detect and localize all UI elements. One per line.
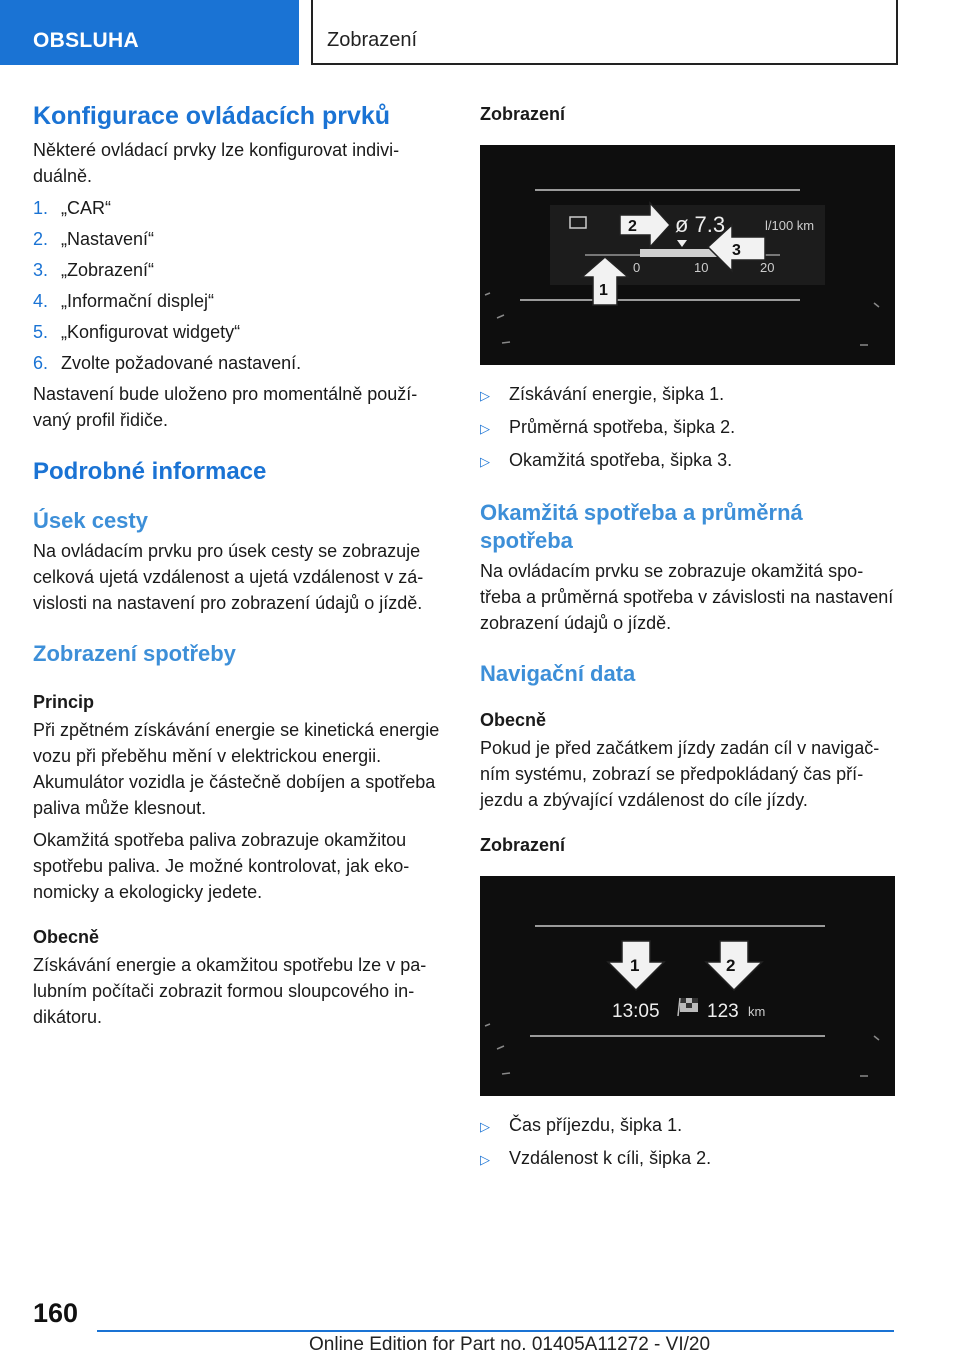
nav-general-label: Obecně bbox=[480, 709, 547, 730]
footer-divider bbox=[97, 1330, 894, 1332]
list-item: 6. Zvolte požadované nastavení. bbox=[33, 352, 302, 373]
navigation-display-graphic bbox=[480, 876, 895, 1096]
trip-text: Na ovládacím prvku pro úsek cesty se zobrazuje celková ujetá vzdálenost a ujetá vzdálenost v závislosti na nastavení pro zobrazení údajů o jízdě. bbox=[33, 541, 424, 613]
navigation-legend bbox=[480, 1112, 896, 1173]
config-intro: Některé ovládací prvky lze konfigurovat individuálně. bbox=[33, 139, 400, 186]
display-label-1: Zobrazení bbox=[480, 104, 566, 124]
average-value: ø 7.3 bbox=[675, 212, 726, 237]
triangle-bullet-icon: ▷ bbox=[480, 421, 490, 436]
list-item: 3. „Zobrazení“ bbox=[33, 259, 155, 280]
section-tab bbox=[0, 0, 299, 65]
svg-text:2: 2 bbox=[628, 218, 637, 235]
list-item: 2. „Nastavení“ bbox=[33, 228, 155, 249]
triangle-bullet-icon: ▷ bbox=[480, 454, 490, 469]
navigation-display-image bbox=[480, 876, 895, 1096]
list-item: ▷ Získávání energie, šipka 1. bbox=[480, 381, 896, 409]
list-item: ▷ Okamžitá spotřeba, šipka 3. bbox=[480, 447, 896, 475]
left-column bbox=[33, 100, 443, 1030]
page-number: 160 bbox=[33, 1298, 79, 1328]
instant-text: Na ovládacím prvku se zobrazuje okamžitá spotřeba a průměrná spotřeba v závislosti na nastavení zobrazení údajů o jízdě. bbox=[480, 561, 894, 633]
distance-value: 123 bbox=[707, 1000, 739, 1022]
details-heading: Podrobné informace bbox=[33, 457, 267, 485]
nav-heading: Navigační data bbox=[480, 661, 636, 686]
config-heading: Konfigurace ovládacích prvků bbox=[33, 102, 391, 130]
consumption-display-graphic bbox=[480, 145, 895, 365]
consumption-heading: Zobrazení spotřeby bbox=[33, 641, 236, 666]
list-item: ▷ Čas příjezdu, šipka 1. bbox=[480, 1112, 896, 1140]
list-item: 4. „Informační displej“ bbox=[33, 290, 215, 311]
list-item: 1. „CAR“ bbox=[33, 197, 111, 218]
list-item: ▷ Průměrná spotřeba, šipka 2. bbox=[480, 414, 896, 442]
scale-tick: 20 bbox=[760, 260, 775, 275]
distance-unit: km bbox=[748, 1003, 766, 1019]
section-tab-label: OBSLUHA bbox=[33, 29, 139, 52]
scale-tick: 10 bbox=[694, 260, 709, 275]
config-note: Nastavení bude uloženo pro momentálně používaný profil řidiče. bbox=[33, 383, 418, 430]
nav-text: Pokud je před začátkem jízdy zadán cíl v navigačním systému, zobrazí se předpokládaný čas příjezdu a zbývající vzdálenost do cíle jízdy. bbox=[480, 737, 880, 810]
arrow-down-icon bbox=[706, 941, 762, 990]
consumption-display-image bbox=[480, 145, 895, 365]
display-label-2: Zobrazení bbox=[480, 834, 566, 855]
triangle-bullet-icon: ▷ bbox=[480, 1118, 490, 1134]
consumption-unit: l/100 km bbox=[765, 218, 815, 233]
principle-label: Princip bbox=[33, 691, 95, 712]
edition-text: Online Edition for Part no. 01405A11272 - VI/20 bbox=[309, 1334, 711, 1355]
config-steps bbox=[33, 195, 443, 376]
consumption-legend bbox=[480, 381, 896, 475]
right-column bbox=[480, 104, 896, 1178]
instant-heading: Okamžitá spotřeba a průměrná spotřeba bbox=[480, 500, 803, 553]
list-item: ▷ Vzdálenost k cíli, šipka 2. bbox=[480, 1145, 896, 1173]
scale-tick: 0 bbox=[633, 260, 641, 275]
triangle-bullet-icon: ▷ bbox=[480, 388, 490, 403]
arrow-down-icon bbox=[608, 941, 664, 990]
finish-flag-icon bbox=[678, 998, 698, 1016]
svg-text:1: 1 bbox=[599, 282, 608, 299]
general-text: Získávání energie a okamžitou spotřebu lze v palubním počítači zobrazit formou sloupcového indikátoru. bbox=[33, 954, 427, 1027]
list-item: 5. „Konfigurovat widgety“ bbox=[33, 321, 241, 342]
principle-text: Při zpětném získávání energie se kinetická energie vozu při přeběhu mění v elektrickou energii. Akumulátor vozidla je částečně dobíjen a spotřeba paliva může klesnout. bbox=[33, 719, 440, 818]
trip-heading: Úsek cesty bbox=[33, 507, 148, 533]
header-title-box bbox=[311, 0, 898, 65]
triangle-bullet-icon: ▷ bbox=[480, 1151, 490, 1167]
page-header-title: Zobrazení bbox=[327, 29, 418, 51]
arrival-time: 13:05 bbox=[612, 1000, 660, 1022]
principle-text-2: Okamžitá spotřeba paliva zobrazuje okamžitou spotřebu paliva. Je možné kontrolovat, jak ekonomicky a ekologicky jedete. bbox=[33, 829, 410, 902]
general-label: Obecně bbox=[33, 926, 100, 947]
svg-text:1: 1 bbox=[630, 955, 640, 975]
svg-text:3: 3 bbox=[732, 242, 741, 259]
svg-text:2: 2 bbox=[726, 955, 736, 975]
